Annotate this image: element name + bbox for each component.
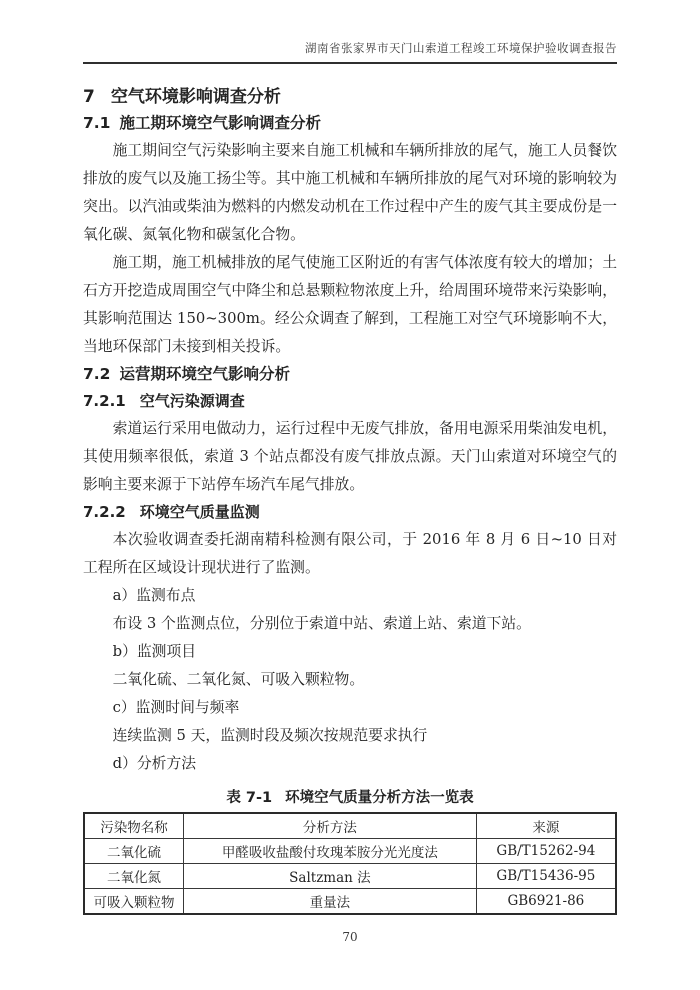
list-item-b-label: b）监测项目: [112, 643, 197, 660]
list-item-a-label: a）监测布点: [112, 587, 196, 604]
cell-pollutant: 可吸入颗粒物: [84, 889, 184, 915]
cell-pollutant: 二氧化氮: [84, 864, 184, 889]
paragraph-operation-sources: 索道运行采用电做动力，运行过程中无废气排放，备用电源采用柴油发电机，其使用频率很低，索道 3 个站点都没有废气排放点源。天门山索道对环境空气的影响主要来源于下站停车场汽车尾气排放。: [83, 420, 617, 493]
cell-source: GB6921-86: [476, 889, 616, 915]
table-caption-label: 表 7-1: [226, 790, 273, 806]
table-row-no2: [84, 864, 616, 889]
section-title: 环境空气质量监测: [139, 503, 260, 521]
section-title: 空气环境影响调查分析: [110, 87, 281, 107]
cell-method: Saltzman 法: [184, 864, 477, 889]
table-header-method: 分析方法: [184, 813, 477, 839]
cell-source: GB/T15436-95: [476, 864, 616, 889]
page-content: [83, 40, 617, 944]
table-row-so2: [84, 839, 616, 864]
section-title: 施工期环境空气影响调查分析: [119, 114, 321, 132]
list-item-b-content: 二氧化硫、二氧化氮、可吸入颗粒物。: [112, 671, 365, 688]
paragraph-construction-impact: 施工期，施工机械排放的尾气使施工区附近的有害气体浓度有较大的增加；土石方开挖造成周围空气中降尘和总悬颗粒物浓度上升，给周围环境带来污染影响，其影响范围达 150~300m。经公众调查了解到，工程施工对空气环境影响不大，当地环保部门未接到相关投诉。: [83, 254, 617, 355]
section-number: 7.1: [83, 114, 111, 132]
table-header-pollutant: 污染物名称: [84, 813, 184, 839]
section-heading-7-2-1: [83, 388, 617, 415]
section-number: 7.2.1: [83, 392, 126, 410]
section-heading-7-2-2: [83, 499, 617, 526]
list-item-c-label: c）监测时间与频率: [112, 699, 240, 716]
running-header: [83, 40, 617, 64]
section-heading-7: [83, 84, 617, 110]
table-row-pm10: [84, 889, 616, 915]
table-header-source: 来源: [476, 813, 616, 839]
list-item-d-label: d）分析方法: [112, 755, 197, 772]
section-number: 7.2: [83, 365, 111, 383]
cell-source: GB/T15262-94: [476, 839, 616, 864]
section-title: 空气污染源调查: [139, 392, 245, 410]
list-item-a-content: 布设 3 个监测点位，分别位于索道中站、索道上站、索道下站。: [112, 615, 531, 632]
cell-pollutant: 二氧化硫: [84, 839, 184, 864]
running-header-text: 湖南省张家界市天门山索道工程竣工环境保护验收调查报告: [305, 41, 617, 55]
table-header-row: [84, 813, 616, 839]
page-number: 70: [342, 930, 358, 944]
cell-method: 重量法: [184, 889, 477, 915]
section-heading-7-1: [83, 110, 617, 137]
paragraph-monitoring-intro: 本次验收调查委托湖南精科检测有限公司，于 2016 年 8 月 6 日~10 日对工程所在区域设计现状进行了监测。: [83, 531, 617, 576]
analysis-methods-table: [83, 812, 617, 915]
section-number: 7: [83, 87, 95, 107]
list-item-c-content: 连续监测 5 天，监测时段及频次按规范要求执行: [112, 727, 428, 744]
table-caption: [83, 786, 617, 807]
section-heading-7-2: [83, 361, 617, 388]
cell-method: 甲醛吸收盐酸付玫瑰苯胺分光光度法: [184, 839, 477, 864]
section-number: 7.2.2: [83, 503, 126, 521]
section-title: 运营期环境空气影响分析: [119, 365, 290, 383]
paragraph-construction-sources: 施工期间空气污染影响主要来自施工机械和车辆所排放的尾气，施工人员餐饮排放的废气以及施工扬尘等。其中施工机械和车辆所排放的尾气对环境的影响较为突出。以汽油或柴油为燃料的内燃发动机在工作过程中产生的废气其主要成份是一氧化碳、氮氧化物和碳氢化合物。: [83, 142, 617, 243]
table-caption-title: 环境空气质量分析方法一览表: [285, 790, 474, 806]
